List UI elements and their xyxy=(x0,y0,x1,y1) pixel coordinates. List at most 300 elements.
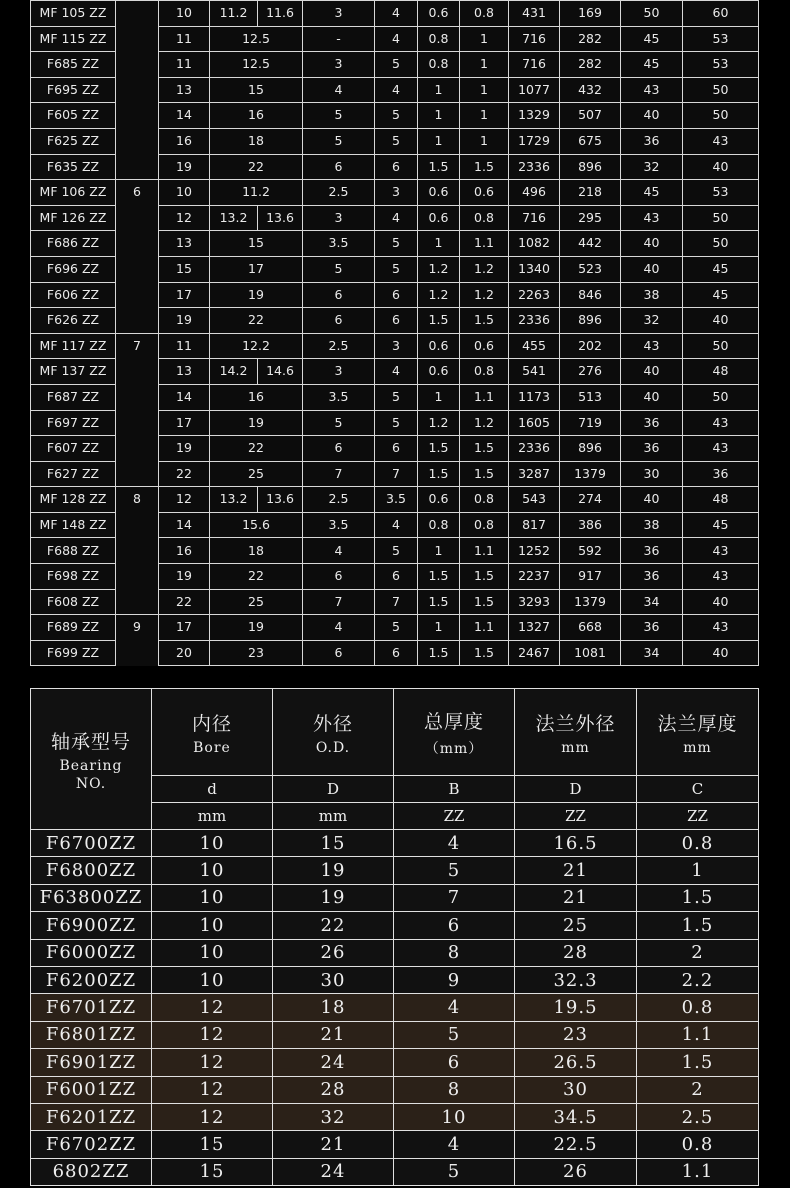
outer-diameter-cell: 28 xyxy=(273,1076,394,1103)
static-load-cell: 917 xyxy=(560,564,621,590)
table-row xyxy=(31,830,759,857)
outer-diameter-cell: 19 xyxy=(159,436,210,462)
chamfer-flange-cell: 1 xyxy=(460,77,509,103)
flange-diameter-cell: 21 xyxy=(515,857,637,884)
chamfer-cell: 1 xyxy=(418,231,460,257)
speed-grease-cell: 32 xyxy=(621,154,683,180)
dynamic-load-cell: 543 xyxy=(509,487,560,513)
outer-diameter-cell: 19 xyxy=(273,857,394,884)
static-load-cell: 896 xyxy=(560,308,621,334)
chamfer-flange-cell: 1.2 xyxy=(460,410,509,436)
symbol-B: B xyxy=(394,776,515,803)
chamfer-flange-cell: 1 xyxy=(460,128,509,154)
header-bore: 内径 Bore xyxy=(152,689,273,776)
speed-oil-cell: 43 xyxy=(683,410,759,436)
model-cell: F688 ZZ xyxy=(31,538,116,564)
chamfer-flange-cell: 0.6 xyxy=(460,180,509,206)
header-bearing-no: 轴承型号 Bearing NO. xyxy=(31,689,152,830)
speed-oil-cell: 48 xyxy=(683,487,759,513)
model-cell: F697 ZZ xyxy=(31,410,116,436)
dynamic-load-cell: 1173 xyxy=(509,384,560,410)
speed-grease-cell: 43 xyxy=(621,77,683,103)
dynamic-load-cell: 1729 xyxy=(509,128,560,154)
flange-width-cell: 1.5 xyxy=(637,912,759,939)
static-load-cell: 432 xyxy=(560,77,621,103)
width-cell: 7 xyxy=(303,589,375,615)
width-cell: 2.5 xyxy=(303,487,375,513)
model-cell: F695 ZZ xyxy=(31,77,116,103)
table-row xyxy=(31,1,759,27)
dynamic-load-cell: 1340 xyxy=(509,256,560,282)
width-cell: 5 xyxy=(303,103,375,129)
flange-width-cell: 4 xyxy=(375,1,418,27)
speed-oil-cell: 50 xyxy=(683,103,759,129)
flange-diameter-cell: 11.2 xyxy=(210,180,303,206)
speed-grease-cell: 45 xyxy=(621,52,683,78)
flange-width-cell: 0.8 xyxy=(637,830,759,857)
chamfer-flange-cell: 1.5 xyxy=(460,436,509,462)
flange-width-cell: 6 xyxy=(375,640,418,666)
speed-oil-cell: 40 xyxy=(683,589,759,615)
chamfer-cell: 0.6 xyxy=(418,359,460,385)
chamfer-flange-cell: 1.1 xyxy=(460,538,509,564)
model-cell: F607 ZZ xyxy=(31,436,116,462)
flange-diameter-cell: 21 xyxy=(515,884,637,911)
table-row xyxy=(31,1049,759,1076)
speed-grease-cell: 34 xyxy=(621,589,683,615)
header-flange-width: 法兰厚度 mm xyxy=(637,689,759,776)
speed-grease-cell: 40 xyxy=(621,103,683,129)
flange-diameter-alt-cell: 13.6 xyxy=(258,205,303,231)
chamfer-flange-cell: 1.1 xyxy=(460,384,509,410)
flange-width-cell: 1.1 xyxy=(637,1021,759,1048)
flange-width-cell: 5 xyxy=(375,615,418,641)
dynamic-load-cell: 2336 xyxy=(509,436,560,462)
chamfer-cell: 1 xyxy=(418,128,460,154)
dynamic-load-cell: 3287 xyxy=(509,461,560,487)
model-cell: MF 126 ZZ xyxy=(31,205,116,231)
chamfer-cell: 1.5 xyxy=(418,589,460,615)
flange-width-cell: 5 xyxy=(375,538,418,564)
chamfer-cell: 1.5 xyxy=(418,154,460,180)
flange-width-cell: 6 xyxy=(375,282,418,308)
outer-diameter-cell: 21 xyxy=(273,1021,394,1048)
model-cell: F696 ZZ xyxy=(31,256,116,282)
model-cell: F6701ZZ xyxy=(31,994,152,1021)
model-cell: F6900ZZ xyxy=(31,912,152,939)
static-load-cell: 513 xyxy=(560,384,621,410)
chamfer-cell: 1.5 xyxy=(418,461,460,487)
chamfer-flange-cell: 1.5 xyxy=(460,308,509,334)
width-cell: 6 xyxy=(303,640,375,666)
flange-width-cell: 3 xyxy=(375,180,418,206)
flange-diameter-cell: 15.6 xyxy=(210,512,303,538)
chamfer-flange-cell: 1.2 xyxy=(460,256,509,282)
chamfer-flange-cell: 1.1 xyxy=(460,615,509,641)
outer-diameter-cell: 14 xyxy=(159,512,210,538)
bore-group-cell: 9 xyxy=(116,615,159,666)
model-cell: MF 117 ZZ xyxy=(31,333,116,359)
speed-grease-cell: 43 xyxy=(621,333,683,359)
chamfer-cell: 1.5 xyxy=(418,436,460,462)
speed-oil-cell: 45 xyxy=(683,256,759,282)
static-load-cell: 896 xyxy=(560,154,621,180)
bore-group-cell xyxy=(116,1,159,180)
chamfer-cell: 0.6 xyxy=(418,333,460,359)
flange-width-cell: 5 xyxy=(375,128,418,154)
chamfer-flange-cell: 0.8 xyxy=(460,1,509,27)
bore-cell: 12 xyxy=(152,1049,273,1076)
flange-width-cell: 1.5 xyxy=(637,1049,759,1076)
width-cell: 9 xyxy=(394,966,515,993)
speed-grease-cell: 36 xyxy=(621,410,683,436)
width-cell: 6 xyxy=(303,564,375,590)
dynamic-load-cell: 2263 xyxy=(509,282,560,308)
model-cell: F699 ZZ xyxy=(31,640,116,666)
speed-grease-cell: 38 xyxy=(621,512,683,538)
chamfer-flange-cell: 1 xyxy=(460,103,509,129)
speed-grease-cell: 30 xyxy=(621,461,683,487)
unit-flange-od: ZZ xyxy=(515,803,637,830)
flange-width-cell: 0.8 xyxy=(637,994,759,1021)
flange-width-cell: 1.5 xyxy=(637,884,759,911)
model-cell: F63800ZZ xyxy=(31,884,152,911)
model-cell: F606 ZZ xyxy=(31,282,116,308)
speed-oil-cell: 53 xyxy=(683,180,759,206)
dynamic-load-cell: 716 xyxy=(509,52,560,78)
chamfer-cell: 1 xyxy=(418,538,460,564)
static-load-cell: 523 xyxy=(560,256,621,282)
flange-diameter-cell: 14.2 xyxy=(210,359,258,385)
chamfer-flange-cell: 1 xyxy=(460,26,509,52)
table-row xyxy=(31,1103,759,1130)
chamfer-cell: 1.5 xyxy=(418,640,460,666)
outer-diameter-cell: 22 xyxy=(159,461,210,487)
bore-cell: 10 xyxy=(152,939,273,966)
flange-width-cell: 4 xyxy=(375,205,418,231)
static-load-cell: 295 xyxy=(560,205,621,231)
speed-oil-cell: 40 xyxy=(683,308,759,334)
unit-od: mm xyxy=(273,803,394,830)
chamfer-cell: 0.8 xyxy=(418,26,460,52)
static-load-cell: 442 xyxy=(560,231,621,257)
speed-oil-cell: 36 xyxy=(683,461,759,487)
chamfer-cell: 0.8 xyxy=(418,52,460,78)
chamfer-flange-cell: 1 xyxy=(460,52,509,78)
flange-width-cell: 4 xyxy=(375,512,418,538)
flange-diameter-cell: 19.5 xyxy=(515,994,637,1021)
outer-diameter-cell: 10 xyxy=(159,180,210,206)
speed-grease-cell: 50 xyxy=(621,1,683,27)
flange-diameter-alt-cell: 11.6 xyxy=(258,1,303,27)
width-cell: 5 xyxy=(303,410,375,436)
chamfer-flange-cell: 0.8 xyxy=(460,512,509,538)
static-load-cell: 1379 xyxy=(560,461,621,487)
flange-width-cell: 1.1 xyxy=(637,1158,759,1185)
speed-grease-cell: 45 xyxy=(621,180,683,206)
speed-grease-cell: 36 xyxy=(621,615,683,641)
flange-width-cell: 6 xyxy=(375,154,418,180)
speed-oil-cell: 53 xyxy=(683,52,759,78)
speed-grease-cell: 40 xyxy=(621,231,683,257)
model-cell: F6201ZZ xyxy=(31,1103,152,1130)
flange-width-cell: 4 xyxy=(375,359,418,385)
chamfer-cell: 1.2 xyxy=(418,282,460,308)
chamfer-flange-cell: 1.5 xyxy=(460,564,509,590)
speed-oil-cell: 43 xyxy=(683,436,759,462)
bore-cell: 10 xyxy=(152,830,273,857)
flange-diameter-cell: 15 xyxy=(210,231,303,257)
width-cell: - xyxy=(303,26,375,52)
model-cell: F626 ZZ xyxy=(31,308,116,334)
width-cell: 4 xyxy=(394,1131,515,1158)
outer-diameter-cell: 17 xyxy=(159,410,210,436)
symbol-D: D xyxy=(273,776,394,803)
table-row xyxy=(31,180,759,206)
outer-diameter-cell: 19 xyxy=(159,308,210,334)
chamfer-cell: 1.2 xyxy=(418,256,460,282)
chamfer-flange-cell: 0.8 xyxy=(460,205,509,231)
chamfer-cell: 1.5 xyxy=(418,308,460,334)
flange-width-cell: 0.8 xyxy=(637,1131,759,1158)
table-row xyxy=(31,1076,759,1103)
speed-oil-cell: 43 xyxy=(683,564,759,590)
dynamic-load-cell: 3293 xyxy=(509,589,560,615)
width-cell: 6 xyxy=(394,1049,515,1076)
chamfer-cell: 0.8 xyxy=(418,512,460,538)
unit-flange-width: ZZ xyxy=(637,803,759,830)
outer-diameter-cell: 12 xyxy=(159,205,210,231)
bore-cell: 12 xyxy=(152,1021,273,1048)
model-cell: F6801ZZ xyxy=(31,1021,152,1048)
table-row xyxy=(31,1158,759,1185)
outer-diameter-cell: 14 xyxy=(159,103,210,129)
dynamic-load-cell: 716 xyxy=(509,26,560,52)
static-load-cell: 169 xyxy=(560,1,621,27)
width-cell: 4 xyxy=(303,77,375,103)
speed-oil-cell: 45 xyxy=(683,512,759,538)
speed-grease-cell: 40 xyxy=(621,256,683,282)
flange-diameter-cell: 18 xyxy=(210,538,303,564)
chamfer-cell: 1 xyxy=(418,103,460,129)
flange-width-cell: 4 xyxy=(375,26,418,52)
model-cell: F6700ZZ xyxy=(31,830,152,857)
flange-width-cell: 5 xyxy=(375,410,418,436)
model-cell: MF 137 ZZ xyxy=(31,359,116,385)
flange-diameter-cell: 28 xyxy=(515,939,637,966)
outer-diameter-cell: 13 xyxy=(159,231,210,257)
width-cell: 8 xyxy=(394,1076,515,1103)
outer-diameter-cell: 11 xyxy=(159,26,210,52)
static-load-cell: 668 xyxy=(560,615,621,641)
chamfer-flange-cell: 1.5 xyxy=(460,640,509,666)
model-cell: MF 115 ZZ xyxy=(31,26,116,52)
outer-diameter-cell: 32 xyxy=(273,1103,394,1130)
width-cell: 6 xyxy=(303,154,375,180)
width-cell: 7 xyxy=(303,461,375,487)
speed-oil-cell: 43 xyxy=(683,538,759,564)
dynamic-load-cell: 2467 xyxy=(509,640,560,666)
outer-diameter-cell: 24 xyxy=(273,1158,394,1185)
symbol-D1: D xyxy=(515,776,637,803)
bore-group-cell: 6 xyxy=(116,180,159,334)
dynamic-load-cell: 1077 xyxy=(509,77,560,103)
model-cell: F627 ZZ xyxy=(31,461,116,487)
dynamic-load-cell: 2336 xyxy=(509,154,560,180)
table-row xyxy=(31,857,759,884)
flange-diameter-cell: 16 xyxy=(210,384,303,410)
flange-diameter-cell: 30 xyxy=(515,1076,637,1103)
width-cell: 3 xyxy=(303,52,375,78)
outer-diameter-cell: 15 xyxy=(159,256,210,282)
dynamic-load-cell: 455 xyxy=(509,333,560,359)
flange-width-cell: 5 xyxy=(375,52,418,78)
flange-diameter-cell: 32.3 xyxy=(515,966,637,993)
width-cell: 5 xyxy=(394,1158,515,1185)
chamfer-flange-cell: 0.8 xyxy=(460,359,509,385)
bore-group-cell: 7 xyxy=(116,333,159,487)
table-row xyxy=(31,966,759,993)
model-cell: F687 ZZ xyxy=(31,384,116,410)
chamfer-cell: 1 xyxy=(418,615,460,641)
model-cell: MF 148 ZZ xyxy=(31,512,116,538)
width-cell: 2.5 xyxy=(303,333,375,359)
flange-diameter-cell: 22 xyxy=(210,308,303,334)
speed-oil-cell: 50 xyxy=(683,205,759,231)
bore-cell: 10 xyxy=(152,857,273,884)
flange-diameter-cell: 11.2 xyxy=(210,1,258,27)
model-cell: F608 ZZ xyxy=(31,589,116,615)
static-load-cell: 274 xyxy=(560,487,621,513)
symbol-d: d xyxy=(152,776,273,803)
header-flange-diameter: 法兰外径 mm xyxy=(515,689,637,776)
model-cell: F605 ZZ xyxy=(31,103,116,129)
chamfer-cell: 0.6 xyxy=(418,205,460,231)
static-load-cell: 846 xyxy=(560,282,621,308)
chamfer-flange-cell: 0.8 xyxy=(460,487,509,513)
outer-diameter-cell: 15 xyxy=(273,830,394,857)
unit-bore: mm xyxy=(152,803,273,830)
outer-diameter-cell: 13 xyxy=(159,77,210,103)
flange-diameter-alt-cell: 14.6 xyxy=(258,359,303,385)
chamfer-cell: 1 xyxy=(418,77,460,103)
outer-diameter-cell: 18 xyxy=(273,994,394,1021)
flange-diameter-cell: 18 xyxy=(210,128,303,154)
outer-diameter-cell: 24 xyxy=(273,1049,394,1076)
chamfer-cell: 0.6 xyxy=(418,1,460,27)
symbol-C: C xyxy=(637,776,759,803)
outer-diameter-cell: 26 xyxy=(273,939,394,966)
speed-grease-cell: 36 xyxy=(621,564,683,590)
model-cell: F6901ZZ xyxy=(31,1049,152,1076)
flange-diameter-cell: 26.5 xyxy=(515,1049,637,1076)
speed-oil-cell: 45 xyxy=(683,282,759,308)
bore-cell: 15 xyxy=(152,1131,273,1158)
speed-oil-cell: 50 xyxy=(683,231,759,257)
table-row xyxy=(31,884,759,911)
flange-diameter-alt-cell: 13.6 xyxy=(258,487,303,513)
table-row xyxy=(31,939,759,966)
static-load-cell: 276 xyxy=(560,359,621,385)
flange-diameter-cell: 17 xyxy=(210,256,303,282)
dynamic-load-cell: 2336 xyxy=(509,308,560,334)
flange-diameter-cell: 12.5 xyxy=(210,52,303,78)
dynamic-load-cell: 1329 xyxy=(509,103,560,129)
flange-diameter-cell: 12.5 xyxy=(210,26,303,52)
outer-diameter-cell: 22 xyxy=(273,912,394,939)
width-cell: 5 xyxy=(394,1021,515,1048)
flange-width-cell: 5 xyxy=(375,231,418,257)
table-row xyxy=(31,333,759,359)
width-cell: 10 xyxy=(394,1103,515,1130)
bearing-spec-table-upper xyxy=(30,0,759,666)
model-cell: 6802ZZ xyxy=(31,1158,152,1185)
bore-group-cell: 8 xyxy=(116,487,159,615)
flange-width-cell: 7 xyxy=(375,589,418,615)
speed-grease-cell: 32 xyxy=(621,308,683,334)
flange-width-cell: 2 xyxy=(637,939,759,966)
width-cell: 4 xyxy=(303,538,375,564)
flange-width-cell: 5 xyxy=(375,384,418,410)
bore-cell: 12 xyxy=(152,1103,273,1130)
chamfer-cell: 1.5 xyxy=(418,564,460,590)
width-cell: 3.5 xyxy=(303,231,375,257)
flange-diameter-cell: 22.5 xyxy=(515,1131,637,1158)
static-load-cell: 896 xyxy=(560,436,621,462)
speed-oil-cell: 43 xyxy=(683,615,759,641)
width-cell: 6 xyxy=(303,308,375,334)
flange-diameter-cell: 22 xyxy=(210,564,303,590)
speed-oil-cell: 40 xyxy=(683,640,759,666)
flange-width-cell: 2.5 xyxy=(637,1103,759,1130)
model-cell: MF 105 ZZ xyxy=(31,1,116,27)
outer-diameter-cell: 22 xyxy=(159,589,210,615)
static-load-cell: 1081 xyxy=(560,640,621,666)
unit-width: ZZ xyxy=(394,803,515,830)
flange-width-cell: 5 xyxy=(375,103,418,129)
flange-width-cell: 5 xyxy=(375,256,418,282)
flange-diameter-cell: 34.5 xyxy=(515,1103,637,1130)
static-load-cell: 202 xyxy=(560,333,621,359)
chamfer-flange-cell: 1.2 xyxy=(460,282,509,308)
speed-oil-cell: 50 xyxy=(683,77,759,103)
width-cell: 4 xyxy=(303,615,375,641)
speed-oil-cell: 53 xyxy=(683,26,759,52)
flange-diameter-cell: 26 xyxy=(515,1158,637,1185)
dynamic-load-cell: 496 xyxy=(509,180,560,206)
speed-grease-cell: 45 xyxy=(621,26,683,52)
model-cell: F6800ZZ xyxy=(31,857,152,884)
table-row xyxy=(31,912,759,939)
width-cell: 4 xyxy=(394,830,515,857)
bore-cell: 10 xyxy=(152,912,273,939)
outer-diameter-cell: 30 xyxy=(273,966,394,993)
flange-width-cell: 7 xyxy=(375,461,418,487)
width-cell: 6 xyxy=(303,436,375,462)
width-cell: 3 xyxy=(303,1,375,27)
bore-cell: 10 xyxy=(152,884,273,911)
chamfer-flange-cell: 1.5 xyxy=(460,461,509,487)
speed-grease-cell: 43 xyxy=(621,205,683,231)
dynamic-load-cell: 1082 xyxy=(509,231,560,257)
outer-diameter-cell: 16 xyxy=(159,128,210,154)
width-cell: 6 xyxy=(303,282,375,308)
flange-diameter-cell: 23 xyxy=(210,640,303,666)
model-cell: F685 ZZ xyxy=(31,52,116,78)
table-row xyxy=(31,615,759,641)
chamfer-cell: 0.6 xyxy=(418,487,460,513)
static-load-cell: 386 xyxy=(560,512,621,538)
